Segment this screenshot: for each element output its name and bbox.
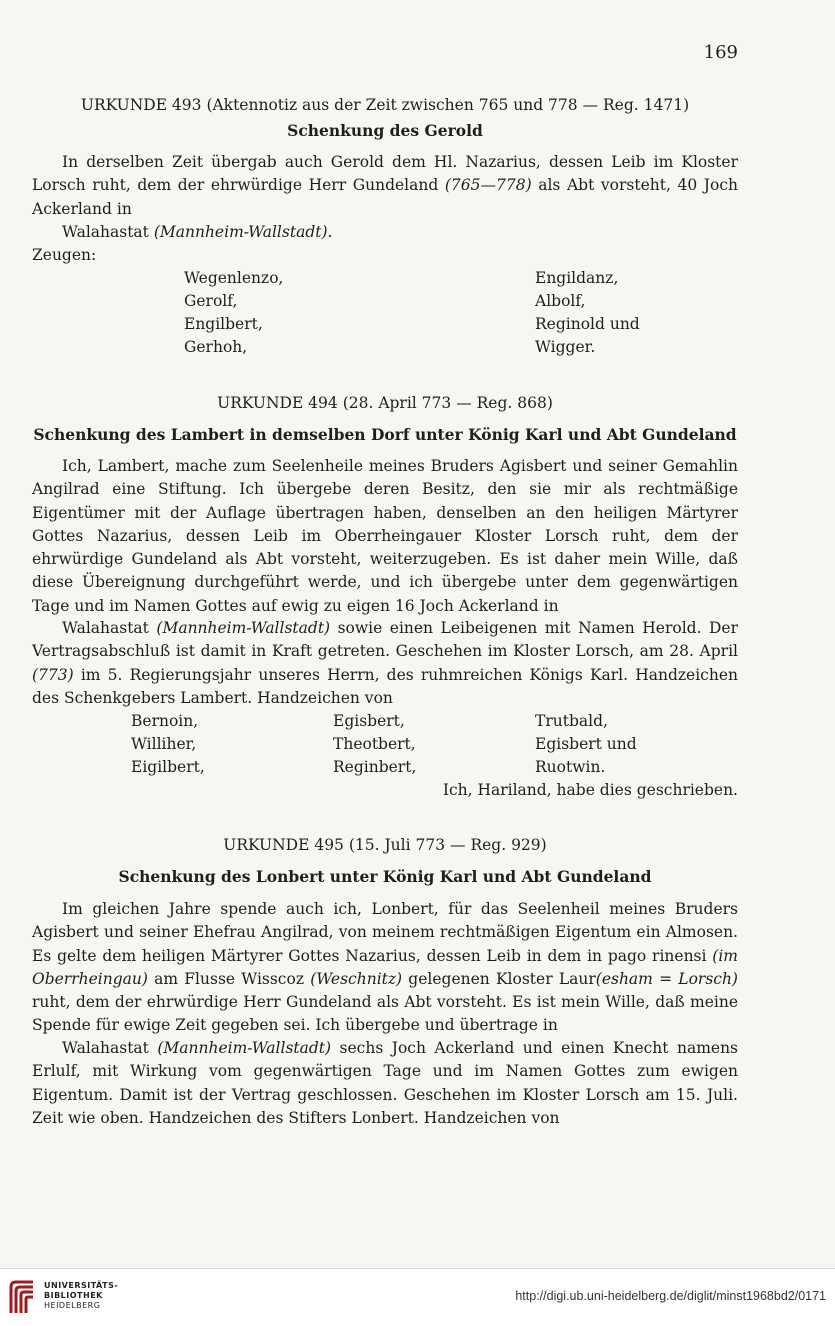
logo-text-line: HEIDELBERG bbox=[44, 1301, 101, 1310]
document-495-title: Schenkung des Lonbert unter König Karl und Abt Gundeland bbox=[118, 867, 652, 886]
signatory-name: Ruotwin. bbox=[535, 758, 606, 776]
document-494-heading: URKUNDE 494 (28. April 773 — Reg. 868) bbox=[217, 394, 553, 412]
logo-text-line: UNIVERSITÄTS- bbox=[44, 1281, 119, 1290]
scribe-signature: Ich, Hariland, habe dies geschrieben. bbox=[442, 781, 738, 799]
document-493-title: Schenkung des Gerold bbox=[287, 121, 483, 140]
logo-text-line: BIBLIOTHEK bbox=[44, 1291, 103, 1300]
document-494-paragraph-2: Walahastat (Mannheim-Wallstadt) sowie einen Leibeigenen mit Namen Herold. Der Vertragsabschluß ist damit in Kraft getreten. Geschehen im Kloster Lorsch, am 28. April (773) im 5. Regierungsjahr unseres Herrn, des ruhmreichen Königs Karl. Handzeichen des Schenkgebers Lambert. Handzeichen von bbox=[32, 619, 739, 707]
witnesses-label: Zeugen: bbox=[32, 246, 97, 264]
document-494-title: Schenkung des Lambert in demselben Dorf unter König Karl und Abt Gundeland bbox=[33, 425, 737, 444]
signatory-name: Egisbert, bbox=[333, 712, 405, 730]
signatory-name: Egisbert und bbox=[535, 735, 637, 753]
witness-name: Reginold und bbox=[535, 315, 640, 333]
witness-name: Engilbert, bbox=[184, 315, 263, 333]
witness-name: Gerhoh, bbox=[184, 338, 248, 356]
witness-name: Wigger. bbox=[535, 338, 596, 356]
signatory-name: Trutbald, bbox=[535, 712, 608, 730]
document-url-link[interactable]: http://digi.ub.uni-heidelberg.de/diglit/minst1968bd2/0171 bbox=[515, 1289, 826, 1303]
signatory-name: Bernoin, bbox=[131, 712, 199, 730]
university-library-logo-icon[interactable] bbox=[7, 1279, 37, 1315]
signatory-name: Williher, bbox=[131, 735, 197, 753]
document-495-heading: URKUNDE 495 (15. Juli 773 — Reg. 929) bbox=[223, 836, 547, 854]
viewer-footer bbox=[0, 1268, 835, 1326]
signatory-name: Reginbert, bbox=[333, 758, 417, 776]
signatory-name: Theotbert, bbox=[333, 735, 416, 753]
document-493-paragraph-1: In derselben Zeit übergab auch Gerold dem Hl. Nazarius, dessen Leib im Kloster Lorsch ruht, dem der ehrwürdige Herr Gundeland (765—778) als Abt vorsteht, 40 Joch Ackerland in bbox=[32, 153, 738, 218]
witness-name: Gerolf, bbox=[184, 292, 238, 310]
document-494-paragraph-1: Ich, Lambert, mache zum Seelenheile meines Bruders Agisbert und seiner Gemahlin Angilrad eine Stiftung. Ich übergebe deren Besitz, den sie mir als rechtmäßige Eigentümer mit der Auflage übertragen haben, denselben an den heiligen Märtyrer Gottes Nazarius, dessen Leib im Oberrheingauer Kloster Lorsch ruht, dem der ehrwürdige Gundeland als Abt vorsteht, weiterzugeben. Es ist daher mein Wille, daß diese Übereignung durchgeführt werde, und ich übergebe unter dem gegenwärtigen Tage und im Namen Gottes auf ewig zu eigen 16 Joch Ackerland in bbox=[32, 457, 738, 615]
document-495-paragraph-1: Im gleichen Jahre spende auch ich, Lonbert, für das Seelenheil meines Bruders Agisbert und seiner Ehefrau Angilrad, von meinem rechtmäßigen Eigentum ein Almosen. Es gelte dem heiligen Märtyrer Gottes Nazarius, dessen Leib in dem in pago rinensi (im Oberrheingau) am Flusse Wisscoz (Weschnitz) gelegenen Kloster Laur(esham = Lorsch) ruht, dem der ehrwürdige Herr Gundeland als Abt vorsteht. Es ist mein Wille, daß meine Spende für ewige Zeit gegeben sei. Ich übergebe und übertrage in bbox=[32, 900, 738, 1035]
page-number: 169 bbox=[703, 42, 738, 63]
signatory-name: Eigilbert, bbox=[131, 758, 205, 776]
witness-name: Albolf, bbox=[535, 292, 586, 310]
witness-name: Wegenlenzo, bbox=[184, 269, 284, 287]
document-493-paragraph-2: Walahastat (Mannheim-Wallstadt). bbox=[62, 223, 333, 241]
document-495-paragraph-2: Walahastat (Mannheim-Wallstadt) sechs Joch Ackerland und einen Knecht namens Erlulf, mit Wirkung vom gegenwärtigen Tage und im Namen Gottes zum ewigen Eigentum. Damit ist der Vertrag geschlossen. Geschehen im Kloster Lorsch am 15. Juli. Zeit wie oben. Handzeichen des Stifters Lonbert. Handzeichen von bbox=[32, 1039, 739, 1127]
document-493-heading: URKUNDE 493 (Aktennotiz aus der Zeit zwischen 765 und 778 — Reg. 1471) bbox=[80, 96, 690, 114]
witness-name: Engildanz, bbox=[535, 269, 619, 287]
